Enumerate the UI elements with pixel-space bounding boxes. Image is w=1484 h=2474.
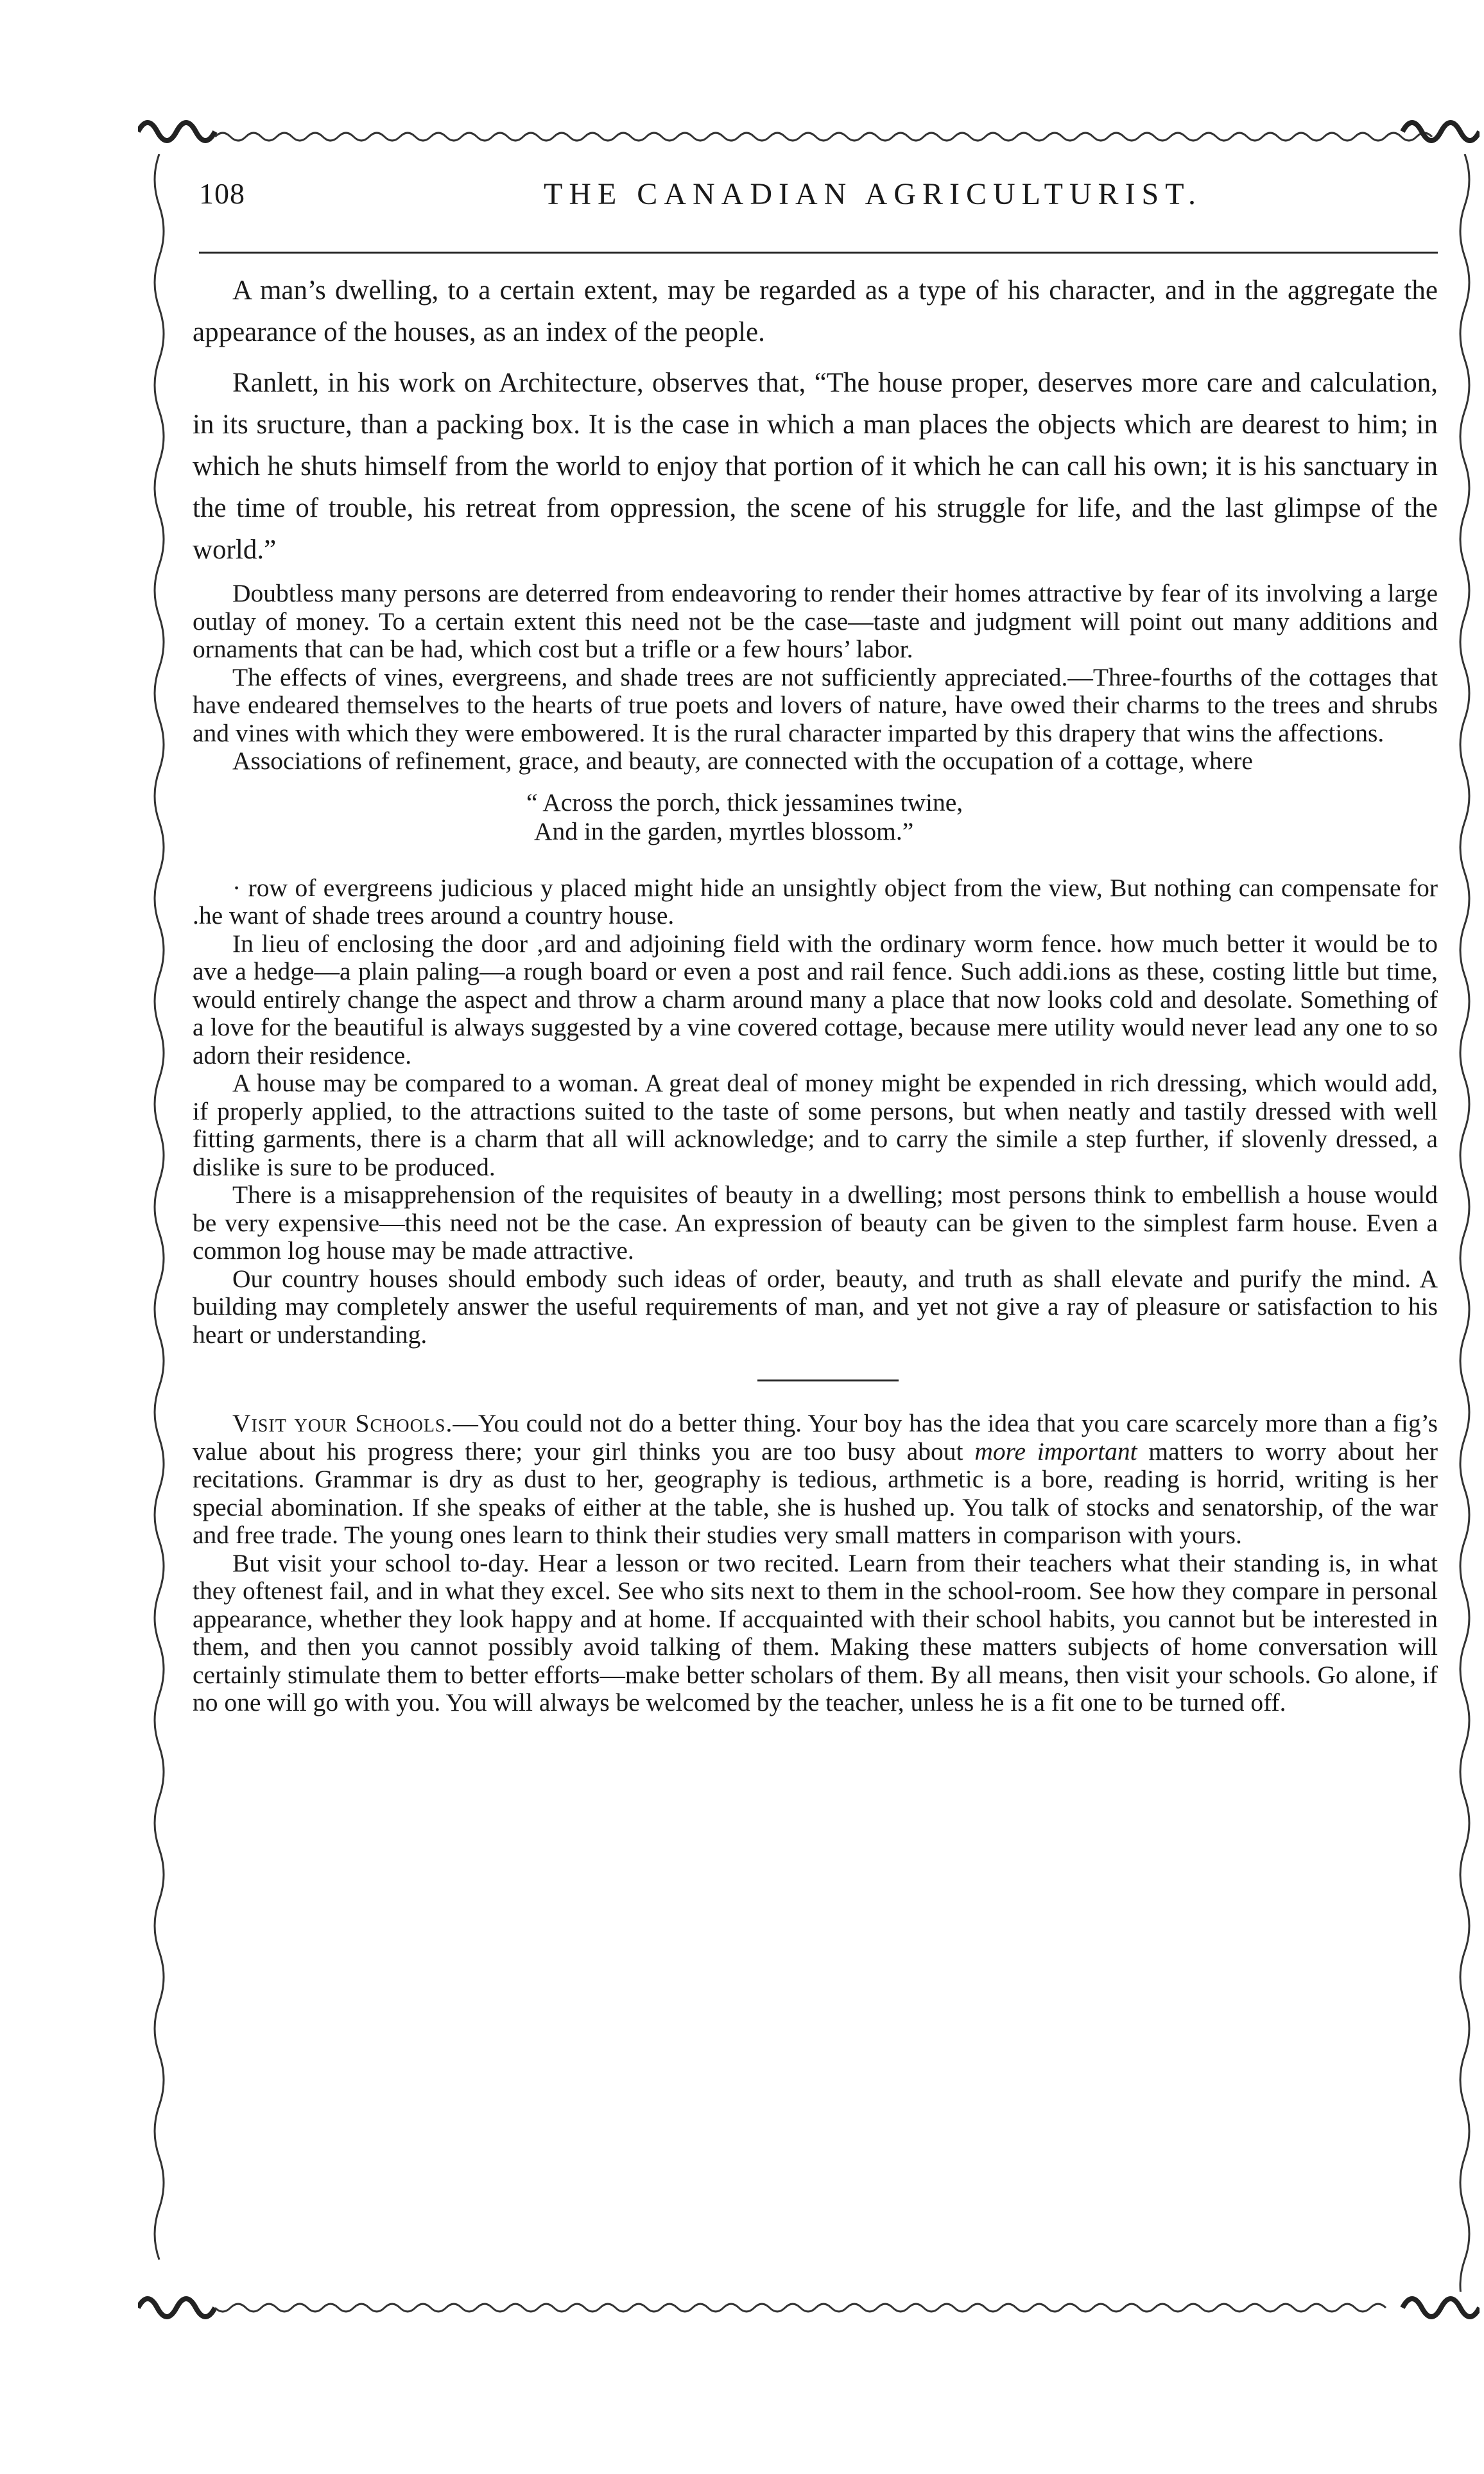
verse-line: “ Across the porch, thick jessamines twine, bbox=[526, 788, 963, 817]
left-ornament-border bbox=[146, 154, 172, 2292]
paragraph-text: matters to worry about her recitations. Grammar is dry as dust to her, geography is tedious, arthmetic is a bore, reading is horrid, writing is her special abomination. If she speaks of either at the table, she is hushed up. You talk of stocks and senatorship, of the war and free trade. The young ones learn to think their studies very small matters in comparison with yours. bbox=[193, 1437, 1438, 1549]
page-number: 108 bbox=[199, 177, 245, 210]
paragraph: A house may be compared to a woman. A great deal of money might be expended in rich dressing, which would add, if properly applied, to the attractions suited to the taste of some persons, but when neatly and tastily dressed with well fitting garments, there is a charm that all will acknowledge; and to carry the simile a step further, if slovenly dressed, a dislike is sure to be produced. bbox=[193, 1069, 1438, 1181]
section-divider bbox=[757, 1380, 899, 1381]
verse-line: And in the garden, myrtles blossom.” bbox=[534, 817, 914, 845]
running-title: THE CANADIAN AGRICULTURIST. bbox=[544, 177, 1202, 211]
paragraph: Doubtless many persons are deterred from endeavoring to render their homes attractive by fear of its involving a large outlay of money. To a certain extent this need not be the case—taste and judgment will point out many additions and ornaments that can be had, which cost but a trifle or a few hours’ labor. bbox=[193, 579, 1438, 663]
paragraph: Ranlett, in his work on Architecture, observes that, “The house proper, deserves more care and calculation, in its sructure, than a packing box. It is the case in which a man places the objects which are dearest to him; in which he shuts himself from the world to enjoy that portion of it which he can call his own; it is his sanctuary in the time of trouble, his retreat from oppression, the scene of his struggle for life, and the last glimpse of the world.” bbox=[193, 368, 1438, 565]
header-rule bbox=[199, 252, 1438, 254]
article-body bbox=[193, 270, 1438, 1717]
right-ornament-border bbox=[1452, 154, 1478, 2292]
schools-paragraph bbox=[193, 1410, 1438, 1550]
top-ornament-border bbox=[138, 112, 1480, 151]
paragraph: But visit your school to-day. Hear a lesson or two recited. Learn from their teachers what their standing is, in what they oftenest fail, and in what they excel. See who sits next to them in the school-room. See how they compare in personal appearance, whether they look happy and at home. If accquainted with their school habits, you cannot but be interested in them, and then you cannot possibly avoid talking of them. Making these matters subjects of home conversation will certainly stimulate them to better efforts—make better scholars of them. By all means, then visit your schools. Go alone, if no one will go with you. You will always be welcomed by the teacher, unless he is a fit one to be turned off. bbox=[193, 1548, 1438, 1717]
paragraph: · row of evergreens judicious y placed might hide an unsightly object from the view, But nothing can compensate for .he want of shade trees around a country house. bbox=[193, 873, 1438, 930]
paragraph: A man’s dwelling, to a certain extent, may be regarded as a type of his character, and in the aggregate the appearance of the houses, as an index of the people. bbox=[193, 275, 1438, 347]
paragraph: There is a misapprehension of the requisites of beauty in a dwelling; most persons think to embellish a house would be very expensive—this need not be the case. An expression of beauty can be given to the simplest farm house. Even a common log house may be made attractive. bbox=[193, 1181, 1438, 1265]
paragraph-text: —You could not do a better thing. Your boy has the idea that you care scarcely more than a fig’s value about his progress there; your girl thinks you are too busy about bbox=[193, 1409, 1438, 1466]
bottom-ornament-border bbox=[138, 2288, 1480, 2327]
verse-quote bbox=[526, 788, 1438, 846]
paragraph: Associations of refinement, grace, and beauty, are connected with the occupation of a cottage, where bbox=[232, 747, 1253, 775]
section-heading: Visit your Schools. bbox=[232, 1409, 453, 1437]
page-header bbox=[199, 177, 1431, 221]
paragraph: The effects of vines, evergreens, and shade trees are not sufficiently appreciated.—Three-fourths of the cottages that have endeared themselves to the hearts of true poets and lovers of nature, have owed their charms to the trees and shrubs and vines with which they were embowered. It is the rural character imparted by this drapery that wins the affections. bbox=[193, 662, 1438, 747]
paragraph: Our country houses should embody such ideas of order, beauty, and truth as shall elevate and purify the mind. A building may completely answer the useful requirements of man, and yet not give a ray of pleasure or satisfaction to his heart or understanding. bbox=[193, 1264, 1438, 1349]
italic-phrase: more important bbox=[974, 1437, 1137, 1466]
paragraph: In lieu of enclosing the door ‚ard and adjoining field with the ordinary worm fence. how much better it would be to ave a hedge—a plain paling—a rough board or even a post and rail fence. Such addi.ions as these, costing little but time, would entirely change the aspect and throw a charm around many a place that now looks cold and desolate. Something of a love for the beautiful is always suggested by a vine covered cottage, because mere utility would never lead any one to so adorn their residence. bbox=[193, 929, 1438, 1069]
